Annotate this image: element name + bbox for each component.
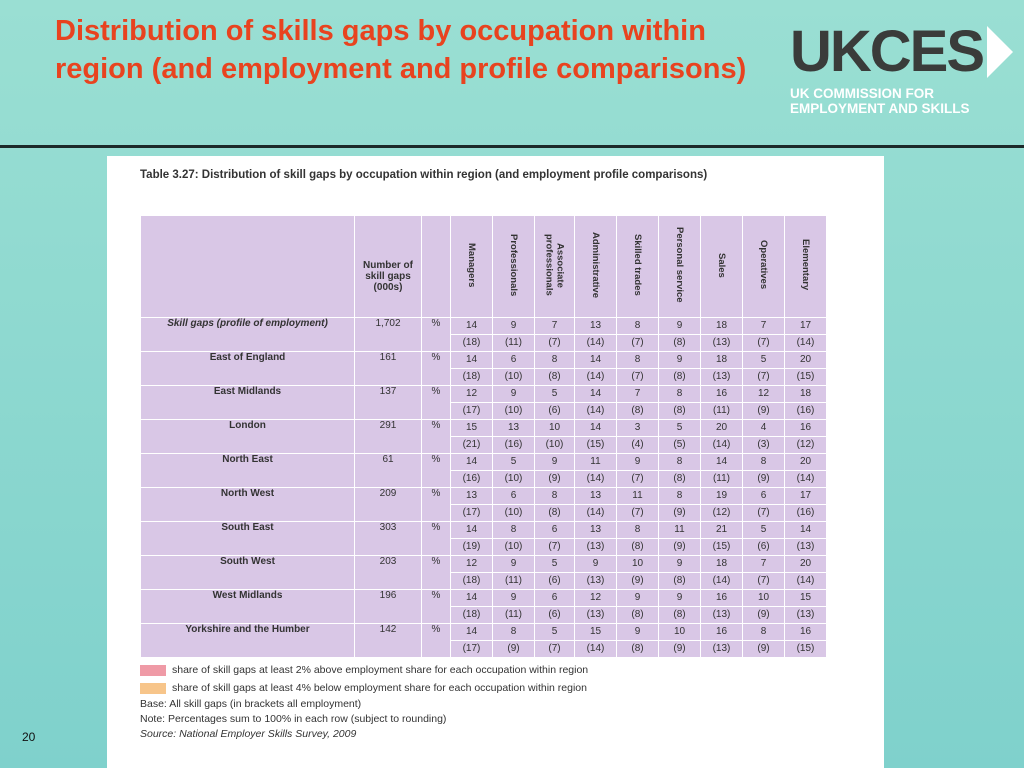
gap-share-cell: 14: [575, 386, 617, 403]
gap-share-cell: 14: [451, 352, 493, 369]
skill-gaps-count: 161: [355, 352, 422, 386]
employment-share-cell: (6): [743, 539, 785, 556]
gap-share-cell: 9: [659, 556, 701, 573]
table-header-row: [141, 216, 827, 318]
gap-share-cell: 13: [451, 488, 493, 505]
gap-share-cell: 8: [493, 522, 535, 539]
table-row: [141, 556, 827, 573]
region-label: West Midlands: [141, 590, 355, 624]
table-document: [107, 156, 884, 768]
logo-wordmark-text: UKCES: [790, 19, 984, 84]
employment-share-cell: (14): [575, 471, 617, 488]
gap-share-cell: 5: [659, 420, 701, 437]
occupation-header-label: Associate professionals: [543, 234, 566, 296]
gap-share-cell: 9: [493, 556, 535, 573]
employment-share-cell: (6): [535, 403, 575, 420]
gap-share-cell: 8: [743, 624, 785, 641]
skills-gaps-table: [140, 215, 827, 658]
gap-share-cell: 9: [617, 624, 659, 641]
gap-share-cell: 3: [617, 420, 659, 437]
employment-share-cell: (18): [451, 369, 493, 386]
gap-share-cell: 9: [493, 318, 535, 335]
occupation-header: [493, 216, 535, 318]
occupation-header-label: Administrative: [590, 232, 601, 298]
employment-share-cell: (8): [659, 471, 701, 488]
gap-share-cell: 6: [493, 488, 535, 505]
gap-share-cell: 7: [535, 318, 575, 335]
gap-share-cell: 13: [493, 420, 535, 437]
occupation-header: [535, 216, 575, 318]
skill-gaps-count: 137: [355, 386, 422, 420]
gap-share-cell: 19: [701, 488, 743, 505]
employment-share-cell: (7): [617, 471, 659, 488]
gap-share-cell: 9: [493, 590, 535, 607]
employment-share-cell: (18): [451, 335, 493, 352]
gap-share-cell: 6: [743, 488, 785, 505]
gap-share-cell: 12: [451, 386, 493, 403]
occupation-header-label: Elementary: [800, 239, 811, 291]
employment-share-cell: (13): [575, 539, 617, 556]
gap-share-cell: 8: [659, 488, 701, 505]
employment-share-cell: (10): [535, 437, 575, 454]
gap-share-cell: 6: [535, 522, 575, 539]
gap-share-cell: 14: [575, 352, 617, 369]
gap-share-cell: 11: [575, 454, 617, 471]
percent-symbol: %: [422, 420, 451, 454]
employment-share-cell: (10): [493, 369, 535, 386]
employment-share-cell: (13): [701, 641, 743, 658]
employment-share-cell: (13): [701, 607, 743, 624]
employment-share-cell: (18): [451, 607, 493, 624]
logo-arrow-icon: [987, 26, 1013, 78]
employment-share-cell: (13): [701, 369, 743, 386]
gap-share-cell: 12: [575, 590, 617, 607]
gap-share-cell: 14: [785, 522, 827, 539]
occupation-header-label: Operatives: [758, 240, 769, 290]
legend-pink-label: share of skill gaps at least 2% above employment share for each occupation within region: [172, 664, 589, 676]
employment-share-cell: (17): [451, 505, 493, 522]
gap-share-cell: 10: [617, 556, 659, 573]
gap-share-cell: 9: [659, 590, 701, 607]
employment-share-cell: (9): [743, 471, 785, 488]
employment-share-cell: (3): [743, 437, 785, 454]
gap-share-cell: 11: [659, 522, 701, 539]
percent-symbol: %: [422, 556, 451, 590]
region-label: Yorkshire and the Humber: [141, 624, 355, 658]
gap-share-cell: 18: [701, 318, 743, 335]
employment-share-cell: (16): [785, 505, 827, 522]
region-label: London: [141, 420, 355, 454]
employment-share-cell: (8): [535, 505, 575, 522]
employment-share-cell: (15): [575, 437, 617, 454]
table-row: [141, 318, 827, 335]
gap-share-cell: 9: [659, 318, 701, 335]
percent-symbol: %: [422, 488, 451, 522]
gap-share-cell: 18: [701, 352, 743, 369]
table-legend: [140, 661, 588, 742]
employment-share-cell: (9): [743, 607, 785, 624]
gap-share-cell: 14: [451, 454, 493, 471]
table-row: [141, 386, 827, 403]
gap-share-cell: 5: [493, 454, 535, 471]
gap-share-cell: 12: [743, 386, 785, 403]
region-label: Skill gaps (profile of employment): [141, 318, 355, 352]
table-row: [141, 352, 827, 369]
gap-share-cell: 15: [451, 420, 493, 437]
occupation-header-label: Managers: [466, 242, 477, 288]
table-row: [141, 522, 827, 539]
employment-share-cell: (7): [617, 505, 659, 522]
gap-share-cell: 7: [617, 386, 659, 403]
employment-share-cell: (8): [617, 539, 659, 556]
table-row: [141, 624, 827, 641]
gap-share-cell: 13: [575, 488, 617, 505]
employment-share-cell: (9): [743, 403, 785, 420]
employment-share-cell: (9): [493, 641, 535, 658]
gap-share-cell: 20: [701, 420, 743, 437]
employment-share-cell: (7): [743, 573, 785, 590]
gap-share-cell: 16: [701, 624, 743, 641]
gap-share-cell: 8: [617, 522, 659, 539]
gap-share-cell: 20: [785, 352, 827, 369]
gap-share-cell: 8: [493, 624, 535, 641]
employment-share-cell: (9): [743, 641, 785, 658]
table-row: [141, 590, 827, 607]
employment-share-cell: (14): [575, 403, 617, 420]
table-percent-note: Note: Percentages sum to 100% in each row (subject to rounding): [140, 713, 447, 725]
employment-share-cell: (11): [701, 403, 743, 420]
employment-share-cell: (17): [451, 403, 493, 420]
gap-share-cell: 17: [785, 318, 827, 335]
employment-share-cell: (7): [743, 335, 785, 352]
percent-symbol: %: [422, 352, 451, 386]
gap-share-cell: 5: [535, 624, 575, 641]
table-base-note: Base: All skill gaps (in brackets all employment): [140, 698, 362, 710]
gap-share-cell: 20: [785, 556, 827, 573]
gap-share-cell: 9: [617, 590, 659, 607]
gap-share-cell: 14: [701, 454, 743, 471]
gap-share-cell: 9: [493, 386, 535, 403]
occupation-header: [575, 216, 617, 318]
region-label: South East: [141, 522, 355, 556]
legend-orange-row: [140, 679, 588, 697]
table-row: [141, 454, 827, 471]
employment-share-cell: (4): [617, 437, 659, 454]
page-number: 20: [22, 730, 36, 744]
employment-share-cell: (21): [451, 437, 493, 454]
employment-share-cell: (10): [493, 403, 535, 420]
slide-title: Distribution of skills gaps by occupation within region (and employment and profile comparisons): [55, 15, 747, 85]
skill-gaps-count: 61: [355, 454, 422, 488]
gap-share-cell: 15: [785, 590, 827, 607]
employment-share-cell: (7): [743, 505, 785, 522]
employment-share-cell: (7): [535, 335, 575, 352]
skill-gaps-count: 203: [355, 556, 422, 590]
employment-share-cell: (8): [659, 573, 701, 590]
employment-share-cell: (13): [575, 573, 617, 590]
region-label: North West: [141, 488, 355, 522]
table-row: [141, 420, 827, 437]
gap-share-cell: 8: [659, 386, 701, 403]
gap-share-cell: 14: [451, 624, 493, 641]
employment-share-cell: (10): [493, 539, 535, 556]
region-label: East of England: [141, 352, 355, 386]
gap-share-cell: 8: [535, 488, 575, 505]
occupation-header-label: Sales: [716, 252, 727, 278]
employment-share-cell: (6): [535, 573, 575, 590]
occupation-header: [743, 216, 785, 318]
table-body: [141, 318, 827, 658]
skill-gaps-count: 291: [355, 420, 422, 454]
gap-share-cell: 9: [575, 556, 617, 573]
region-label: East Midlands: [141, 386, 355, 420]
gap-share-cell: 10: [535, 420, 575, 437]
occupation-header: [785, 216, 827, 318]
gap-share-cell: 6: [493, 352, 535, 369]
gap-share-cell: 18: [701, 556, 743, 573]
legend-pink-swatch: [140, 665, 166, 676]
employment-share-cell: (10): [493, 505, 535, 522]
employment-share-cell: (15): [785, 369, 827, 386]
gap-share-cell: 12: [451, 556, 493, 573]
gap-share-cell: 8: [617, 318, 659, 335]
employment-share-cell: (16): [785, 403, 827, 420]
gap-share-cell: 5: [535, 386, 575, 403]
employment-share-cell: (7): [535, 641, 575, 658]
employment-share-cell: (14): [575, 335, 617, 352]
gap-share-cell: 5: [535, 556, 575, 573]
occupation-header-label: Skilled trades: [632, 234, 643, 296]
gap-share-cell: 4: [743, 420, 785, 437]
skill-gaps-count: 209: [355, 488, 422, 522]
region-label: North East: [141, 454, 355, 488]
gap-share-cell: 14: [451, 318, 493, 335]
employment-share-cell: (8): [535, 369, 575, 386]
percent-symbol: %: [422, 386, 451, 420]
gap-share-cell: 9: [535, 454, 575, 471]
employment-share-cell: (9): [535, 471, 575, 488]
gap-share-cell: 16: [701, 386, 743, 403]
employment-share-cell: (14): [785, 335, 827, 352]
employment-share-cell: (13): [785, 539, 827, 556]
employment-share-cell: (14): [785, 573, 827, 590]
employment-share-cell: (16): [493, 437, 535, 454]
employment-share-cell: (11): [493, 335, 535, 352]
employment-share-cell: (8): [617, 641, 659, 658]
percent-symbol: %: [422, 454, 451, 488]
region-header: [141, 216, 355, 318]
employment-share-cell: (11): [493, 607, 535, 624]
employment-share-cell: (12): [701, 505, 743, 522]
employment-share-cell: (9): [659, 539, 701, 556]
title-divider: [0, 145, 1024, 148]
gap-share-cell: 6: [535, 590, 575, 607]
gap-share-cell: 13: [575, 318, 617, 335]
gap-share-cell: 8: [659, 454, 701, 471]
occupation-header: [451, 216, 493, 318]
occupation-header-label: Professionals: [508, 233, 519, 297]
percent-symbol: %: [422, 590, 451, 624]
gap-share-cell: 8: [743, 454, 785, 471]
employment-share-cell: (11): [493, 573, 535, 590]
table-source-note: Source: National Employer Skills Survey, 2009: [140, 728, 357, 740]
employment-share-cell: (13): [701, 335, 743, 352]
legend-pink-row: [140, 661, 588, 679]
gap-share-cell: 21: [701, 522, 743, 539]
occupation-header: [617, 216, 659, 318]
gap-share-cell: 9: [617, 454, 659, 471]
employment-share-cell: (5): [659, 437, 701, 454]
employment-share-cell: (14): [575, 641, 617, 658]
employment-share-cell: (7): [617, 335, 659, 352]
gap-share-cell: 10: [743, 590, 785, 607]
employment-share-cell: (8): [617, 607, 659, 624]
logo-subtitle-line1: UK COMMISSION FOR: [790, 86, 934, 101]
employment-share-cell: (16): [451, 471, 493, 488]
employment-share-cell: (19): [451, 539, 493, 556]
employment-share-cell: (15): [785, 641, 827, 658]
occupation-header-label: Personal service: [674, 227, 685, 303]
employment-share-cell: (8): [659, 369, 701, 386]
employment-share-cell: (8): [659, 607, 701, 624]
legend-orange-swatch: [140, 683, 166, 694]
employment-share-cell: (7): [617, 369, 659, 386]
gap-share-cell: 5: [743, 352, 785, 369]
percent-symbol: %: [422, 522, 451, 556]
gap-share-cell: 20: [785, 454, 827, 471]
employment-share-cell: (9): [659, 505, 701, 522]
employment-share-cell: (8): [659, 403, 701, 420]
employment-share-cell: (12): [785, 437, 827, 454]
employment-share-cell: (14): [701, 573, 743, 590]
employment-share-cell: (14): [785, 471, 827, 488]
table-title: Table 3.27: Distribution of skill gaps by occupation within region (and employment profile comparisons): [140, 169, 708, 181]
percent-symbol: %: [422, 318, 451, 352]
employment-share-cell: (17): [451, 641, 493, 658]
region-label: South West: [141, 556, 355, 590]
employment-share-cell: (10): [493, 471, 535, 488]
logo-subtitle: [790, 86, 1005, 116]
employment-share-cell: (13): [785, 607, 827, 624]
skill-gaps-count: 303: [355, 522, 422, 556]
gap-share-cell: 14: [451, 590, 493, 607]
employment-share-cell: (8): [617, 403, 659, 420]
employment-share-cell: (9): [659, 641, 701, 658]
gap-share-cell: 15: [575, 624, 617, 641]
employment-share-cell: (15): [701, 539, 743, 556]
gap-share-cell: 8: [535, 352, 575, 369]
gap-share-cell: 14: [575, 420, 617, 437]
occupation-header: [701, 216, 743, 318]
employment-share-cell: (11): [701, 471, 743, 488]
skill-gaps-count: 142: [355, 624, 422, 658]
gap-share-cell: 11: [617, 488, 659, 505]
gap-share-cell: 13: [575, 522, 617, 539]
gap-share-cell: 5: [743, 522, 785, 539]
logo-wordmark: [790, 19, 1005, 84]
employment-share-cell: (13): [575, 607, 617, 624]
gap-share-cell: 16: [785, 624, 827, 641]
legend-orange-label: share of skill gaps at least 4% below employment share for each occupation within region: [172, 682, 587, 694]
occupation-header: [659, 216, 701, 318]
gap-share-cell: 10: [659, 624, 701, 641]
employment-share-cell: (7): [535, 539, 575, 556]
employment-share-cell: (14): [701, 437, 743, 454]
gap-share-cell: 16: [701, 590, 743, 607]
employment-share-cell: (9): [617, 573, 659, 590]
gap-share-cell: 17: [785, 488, 827, 505]
gap-share-cell: 7: [743, 556, 785, 573]
gap-share-cell: 18: [785, 386, 827, 403]
employment-share-cell: (8): [659, 335, 701, 352]
table-row: [141, 488, 827, 505]
gap-share-cell: 7: [743, 318, 785, 335]
percent-symbol: %: [422, 624, 451, 658]
employment-share-cell: (14): [575, 505, 617, 522]
employment-share-cell: (7): [743, 369, 785, 386]
gap-share-cell: 9: [659, 352, 701, 369]
gap-share-cell: 8: [617, 352, 659, 369]
gap-share-cell: 14: [451, 522, 493, 539]
skill-gaps-count: 196: [355, 590, 422, 624]
logo-subtitle-line2: EMPLOYMENT AND SKILLS: [790, 101, 970, 116]
employment-share-cell: (18): [451, 573, 493, 590]
employment-share-cell: (6): [535, 607, 575, 624]
pct-header: [422, 216, 451, 318]
number-header: Number of skill gaps (000s): [355, 216, 422, 318]
skill-gaps-count: 1,702: [355, 318, 422, 352]
ukces-logo: [790, 19, 1005, 122]
gap-share-cell: 16: [785, 420, 827, 437]
employment-share-cell: (14): [575, 369, 617, 386]
